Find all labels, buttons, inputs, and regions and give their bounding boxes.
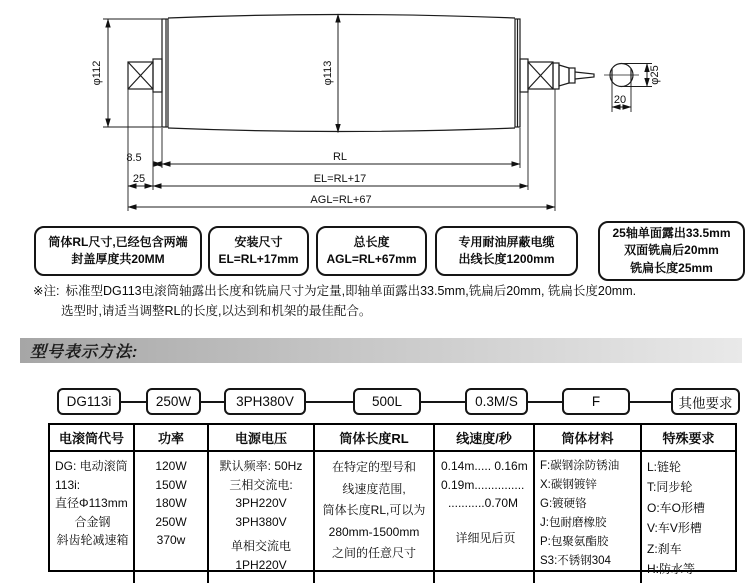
callout-line: 出线长度1200mm <box>458 252 555 266</box>
cell-line: 之间的任意尺寸 <box>331 546 416 561</box>
cell-line: ...........0.70M <box>447 496 518 511</box>
drum-top-edge <box>168 15 515 19</box>
table-header-material: 筒体材料 <box>535 425 642 452</box>
cell-line: 筒体长度RL,可以为 <box>322 503 426 518</box>
callout-line: 铣扁长度25mm <box>630 260 713 275</box>
cell-line: 1PH220V <box>235 557 287 572</box>
callout-line: 安装尺寸 <box>234 234 283 249</box>
dim-left-diameter: φ112 <box>91 60 103 86</box>
model-box-speed: 0.3M/S <box>465 388 528 415</box>
note-line-1 <box>33 281 743 301</box>
note-text: 标准型DG113电滚筒轴露出长度和铣扁尺寸为定量,即轴单面露出33.5mm,铣扁后20mm, 铣扁长度20mm. <box>65 284 637 298</box>
callout-shaft <box>598 221 745 281</box>
cell-line: 直径Φ113mm <box>55 496 128 511</box>
cell-line: 斜齿轮减速箱 <box>56 533 129 548</box>
dim-overall-length: AGL=RL+67 <box>310 194 372 206</box>
cell-line: 3PH220V <box>235 496 287 511</box>
dim-flat-width: 20 <box>613 94 627 106</box>
table-header-code: 电滚筒代号 <box>50 425 135 452</box>
cell-line: H:防水等 <box>647 561 696 576</box>
cell-line: 三相交流电: <box>229 477 293 492</box>
dim-install-length: EL=RL+17 <box>313 173 367 185</box>
callout-line: AGL=RL+67mm <box>326 252 417 266</box>
cell-line <box>438 513 530 525</box>
cell-line: O:车O形槽 <box>647 500 706 515</box>
cell-line: J:包耐磨橡胶 <box>540 516 607 529</box>
cell-line: 180W <box>155 496 187 511</box>
cell-line: F:碳钢涂防锈油 <box>540 460 620 472</box>
dim-roller-length: RL <box>332 151 348 163</box>
cell-line: P:包聚氨酯胶 <box>540 535 609 548</box>
cell-line: L:链轮 <box>647 460 682 474</box>
table-cell-speed <box>435 452 535 583</box>
cell-line: 线速度范围, <box>342 481 406 496</box>
cell-line: DG: 电动滚筒 <box>55 459 128 473</box>
table-cell-voltage <box>209 452 315 583</box>
cell-line: 单相交流电 <box>230 539 291 554</box>
model-box-power: 250W <box>146 388 201 415</box>
model-box-material: F <box>562 388 630 415</box>
cell-line: S3:不锈钢304 <box>540 554 611 567</box>
callout-line: 25轴单面露出33.5mm <box>612 225 731 240</box>
table-cell-power <box>135 452 209 583</box>
table-header-speed: 线速度/秒 <box>435 425 535 452</box>
cell-line: 合金钢 <box>74 514 111 529</box>
callout-line: 封盖厚度共20MM <box>71 252 165 266</box>
dim-body-diameter: φ113 <box>322 60 334 86</box>
cell-line: 3PH380V <box>235 514 287 529</box>
left-end-cap <box>162 19 168 127</box>
table-cell-material <box>535 452 642 583</box>
cell-line: 370w <box>156 533 186 548</box>
callout-line: 筒体RL尺寸,已经包含两端 <box>48 234 188 249</box>
cell-line: 默认频率: 50Hz <box>219 459 303 473</box>
table-header-length: 筒体长度RL <box>315 425 435 452</box>
drum-technical-drawing <box>0 0 755 220</box>
cell-line: 0.19m............... <box>441 477 525 492</box>
callout-line: 专用耐油屏蔽电缆 <box>458 234 555 249</box>
cell-line: 在特定的型号和 <box>331 460 416 474</box>
note-prefix: ※注: <box>33 284 60 298</box>
callout-install-size <box>208 226 309 276</box>
table-cell-code <box>50 452 135 583</box>
callout-line: 双面铣扁后20mm <box>624 243 719 258</box>
cable-gland-nut <box>569 68 575 83</box>
right-flange <box>520 59 528 92</box>
note-line-2: 选型时,请适当调整RL的长度,以达到和机架的最佳配合。 <box>61 304 372 318</box>
model-box-special: 其他要求 <box>671 388 740 415</box>
cell-line: 150W <box>155 477 187 492</box>
table-header-voltage: 电源电压 <box>209 425 315 452</box>
model-code-row <box>0 385 755 419</box>
cell-line: 0.14m..... 0.16m <box>441 459 528 473</box>
callout-line: 总长度 <box>353 234 390 249</box>
cell-line: T:同步轮 <box>647 480 693 495</box>
callout-roller-length <box>34 226 202 276</box>
note <box>33 281 743 321</box>
table-cell-special <box>642 452 735 583</box>
model-box-length: 500L <box>353 388 421 415</box>
callout-cable <box>435 226 578 276</box>
table-header-power: 功率 <box>135 425 209 452</box>
cell-line: 250W <box>155 514 187 529</box>
cell-line: G:镀硬铬 <box>540 497 587 510</box>
cell-line: 120W <box>155 459 187 473</box>
cell-line: 详细见后页 <box>455 530 516 545</box>
cell-line: 113i: <box>55 477 81 492</box>
cable-gland-cone <box>559 65 569 86</box>
cell-line: Z:刹车 <box>647 541 682 556</box>
dim-shaft-diameter: φ25 <box>649 65 661 85</box>
model-box-voltage: 3PH380V <box>224 388 306 415</box>
drum-bottom-edge <box>168 128 515 132</box>
dim-offset-large: 25 <box>132 173 146 185</box>
cell-line: V:车V形槽 <box>647 521 702 536</box>
model-box-series: DG113i <box>57 388 121 415</box>
table-header-special: 特殊要求 <box>642 425 735 452</box>
dim-offset-small: 8.5 <box>126 152 142 164</box>
cable <box>575 72 594 79</box>
cell-line: X:碳钢镀锌 <box>540 478 597 491</box>
callout-line: EL=RL+17mm <box>218 252 299 266</box>
left-flange <box>153 59 162 92</box>
cell-line: 280mm-1500mm <box>328 524 420 539</box>
section-header-bar <box>20 338 742 363</box>
callout-total-length <box>316 226 427 276</box>
section-title: 型号表示方法: <box>30 344 139 361</box>
cable-gland-collar <box>553 63 559 89</box>
table-cell-length <box>315 452 435 583</box>
spec-table <box>48 423 737 576</box>
